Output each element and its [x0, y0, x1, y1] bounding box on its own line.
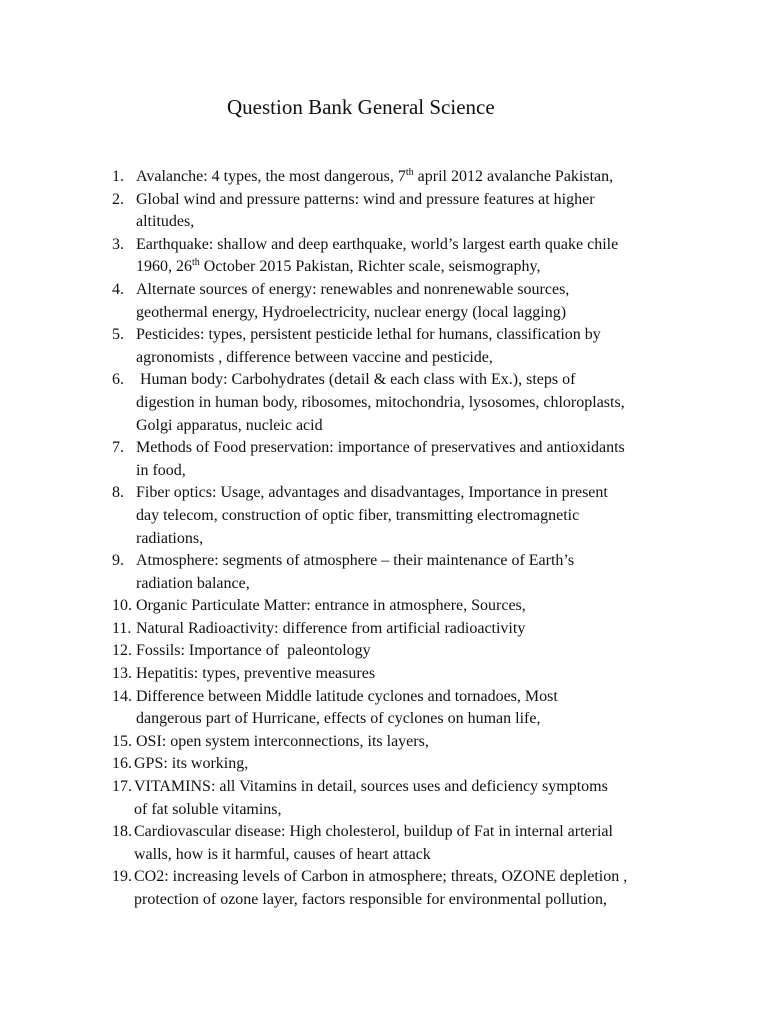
question-text-line: Golgi apparatus, nucleic acid — [136, 416, 323, 434]
question-item — [112, 324, 712, 369]
question-text-line: Earthquake: shallow and deep earthquake, world’s largest earth quake chile — [136, 235, 619, 253]
question-item — [112, 663, 712, 686]
question-text-line: Global wind and pressure patterns: wind and pressure features at higher — [136, 190, 595, 208]
question-number: 3. — [112, 235, 124, 253]
question-number: 18. — [112, 823, 132, 841]
question-text-line: Cardiovascular disease: High cholesterol, buildup of Fat in internal arterial — [134, 823, 613, 841]
question-item — [112, 731, 712, 754]
question-text-line: Pesticides: types, persistent pesticide lethal for humans, classification by — [136, 326, 601, 344]
question-number: 14. — [112, 687, 132, 705]
question-number: 9. — [112, 552, 124, 570]
question-text-line: Atmosphere: segments of atmosphere – their maintenance of Earth’s — [136, 552, 575, 570]
question-text-line: day telecom, construction of optic fiber, transmitting electromagnetic — [136, 506, 580, 524]
question-item — [112, 821, 712, 866]
question-number: 7. — [112, 439, 124, 457]
question-item — [112, 482, 712, 550]
question-number: 11. — [112, 619, 132, 637]
question-number: 5. — [112, 326, 124, 344]
question-number: 10. — [112, 597, 132, 615]
question-text-line: protection of ozone layer, factors responsible for environmental pollution, — [134, 891, 607, 908]
question-item — [112, 776, 712, 821]
question-item — [112, 618, 712, 641]
question-number: 19. — [112, 868, 132, 886]
question-text-line: agronomists , difference between vaccine and pesticide, — [136, 348, 493, 366]
question-text-line: Avalanche: 4 types, the most dangerous, 7th april 2012 avalanche Pakistan, — [136, 167, 614, 185]
question-text-line: in food, — [136, 461, 186, 479]
question-item — [112, 640, 712, 663]
question-text-line: VITAMINS: all Vitamins in detail, sources uses and deficiency symptoms — [134, 778, 608, 796]
question-text-line: radiation balance, — [136, 574, 250, 592]
question-item — [112, 595, 712, 618]
question-number: 12. — [112, 642, 132, 660]
question-text-line: Hepatitis: types, preventive measures — [136, 665, 376, 683]
question-item — [112, 279, 712, 324]
question-number: 13. — [112, 665, 132, 683]
question-text-line: 1960, 26th October 2015 Pakistan, Richter scale, seismography, — [136, 257, 541, 276]
question-number: 2. — [112, 190, 124, 208]
question-list — [112, 166, 712, 912]
question-item — [112, 189, 712, 234]
question-item — [112, 166, 712, 189]
question-number: 4. — [112, 280, 124, 298]
question-text-line: Fossils: Importance of paleontology — [136, 642, 371, 660]
question-item — [112, 753, 712, 776]
question-text-line: dangerous part of Hurricane, effects of cyclones on human life, — [136, 710, 541, 728]
question-item — [112, 866, 712, 911]
question-text-line: radiations, — [136, 529, 204, 547]
question-text-line: Difference between Middle latitude cyclones and tornadoes, Most — [136, 687, 558, 705]
question-text-line: digestion in human body, ribosomes, mitochondria, lysosomes, chloroplasts, — [136, 393, 625, 411]
question-text-line: OSI: open system interconnections, its layers, — [136, 732, 429, 750]
question-item — [112, 369, 712, 437]
question-text-line: Fiber optics: Usage, advantages and disadvantages, Importance in present — [136, 484, 608, 502]
question-number: 8. — [112, 484, 124, 502]
question-item — [112, 550, 712, 595]
question-number: 15. — [112, 732, 132, 750]
question-text-line: of fat soluble vitamins, — [134, 800, 282, 818]
question-text-line: GPS: its working, — [134, 755, 249, 773]
question-text-line: Methods of Food preservation: importance of preservatives and antioxidants — [136, 439, 625, 457]
question-text-line: Human body: Carbohydrates (detail & each class with Ex.), steps of — [136, 371, 576, 389]
question-number: 6. — [112, 371, 124, 389]
question-number: 1. — [112, 168, 124, 185]
question-text-line: Alternate sources of energy: renewables and nonrenewable sources, — [136, 280, 570, 298]
question-item — [112, 437, 712, 482]
question-text-line: walls, how is it harmful, causes of heart attack — [134, 845, 431, 863]
question-text-line: altitudes, — [136, 213, 195, 231]
question-item — [112, 234, 712, 279]
question-text-line: Organic Particulate Matter: entrance in atmosphere, Sources, — [136, 597, 526, 615]
question-item — [112, 686, 712, 731]
question-number: 17. — [112, 778, 132, 796]
question-text-line: CO2: increasing levels of Carbon in atmosphere; threats, OZONE depletion , — [134, 868, 628, 886]
question-number: 16. — [112, 755, 132, 773]
question-text-line: Natural Radioactivity: difference from artificial radioactivity — [136, 619, 526, 637]
page-title: Question Bank General Science — [227, 95, 495, 119]
question-text-line: geothermal energy, Hydroelectricity, nuclear energy (local lagging) — [136, 303, 567, 321]
